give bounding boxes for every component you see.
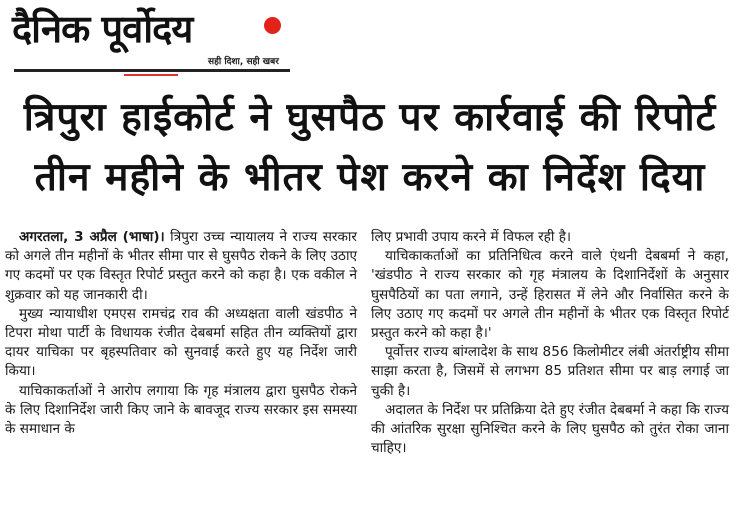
- article-paragraph: याचिकाकर्ताओं ने आरोप लगाया कि गृह मंत्रालय द्वारा घुसपैठ रोकने के लिए दिशानिर्देश जारी किए जाने के बावजूद राज्य सरकार इस समस्या के समाधान के: [5, 382, 357, 438]
- paragraph-text: त्रिपुरा उच्च न्यायालय ने राज्य सरकार को अगले तीन महीनों के भीतर सीमा पार से घुसपैठ रोकने के लिए उठाए गए कदमों पर एक विस्तृत रिपोर्ट प्रस्तुत करने को कहा है। एक वकील ने शुक्रवार को यह जानकारी दी।: [5, 229, 357, 303]
- headline-line-1: त्रिपुरा हाईकोर्ट ने घुसपैठ पर कार्रवाई की रिपोर्ट: [23, 95, 717, 140]
- article-paragraph: [5, 228, 357, 305]
- article-paragraph: याचिकाकर्ताओं का प्रतिनिधित्व करने वाले एंथनी देबबर्मा ने कहा, 'खंडपीठ ने राज्य सरकार को गृह मंत्रालय के दिशानिर्देशों के अनुसार घुसपैठियों का पता लगाने, उन्हें हिरासत में लेने और निर्वासित करने के लिए उठाए गए कदमों पर अगले तीन महीनों के भीतर एक विस्तृत रिपोर्ट प्रस्तुत करने को कहा है।': [371, 248, 729, 342]
- masthead-logo-dot: [264, 17, 281, 34]
- masthead-rule: [14, 69, 290, 72]
- masthead-accent-line: [124, 74, 178, 76]
- article-column-left: [5, 228, 357, 439]
- article-paragraph: मुख्य न्यायाधीश एमएस रामचंद्र राव की अध्यक्षता वाली खंडपीठ ने टिपरा मोथा पार्टी के विधायक रंजीत देबबर्मा सहित तीन व्यक्तियों द्वारा दायर याचिका पर बृहस्पतिवार को सुनवाई करते हुए यह निर्देश जारी किया।: [5, 305, 357, 380]
- article-headline: [10, 88, 730, 208]
- article-paragraph: अदालत के निर्देश पर प्रतिक्रिया देते हुए रंजीत देबबर्मा ने कहा कि राज्य की आंतरिक सुरक्षा सुनिश्चित करने के लिए घुसपैठ को तुरंत रोका जाना चाहिए।: [371, 401, 729, 457]
- newspaper-title: दैनिक पूर्वोदय: [12, 7, 193, 51]
- masthead: [8, 4, 298, 74]
- headline-line-2: तीन महीने के भीतर पेश करने का निर्देश दिया: [34, 155, 706, 200]
- article-paragraph: पूर्वोत्तर राज्य बांग्लादेश के साथ 856 किलोमीटर लंबी अंतर्राष्ट्रीय सीमा साझा करता है, जिसमें से लगभग 85 प्रतिशत सीमा पर बाड़ लगाई जा चुकी है।: [371, 344, 729, 399]
- article-paragraph-continued: लिए प्रभावी उपाय करने में विफल रही है।: [371, 229, 572, 245]
- article-column-right: [371, 228, 729, 458]
- newspaper-tagline: सही दिशा, सही खबर: [208, 57, 279, 67]
- article-dateline: अगरतला, 3 अप्रैल (भाषा)।: [19, 229, 165, 245]
